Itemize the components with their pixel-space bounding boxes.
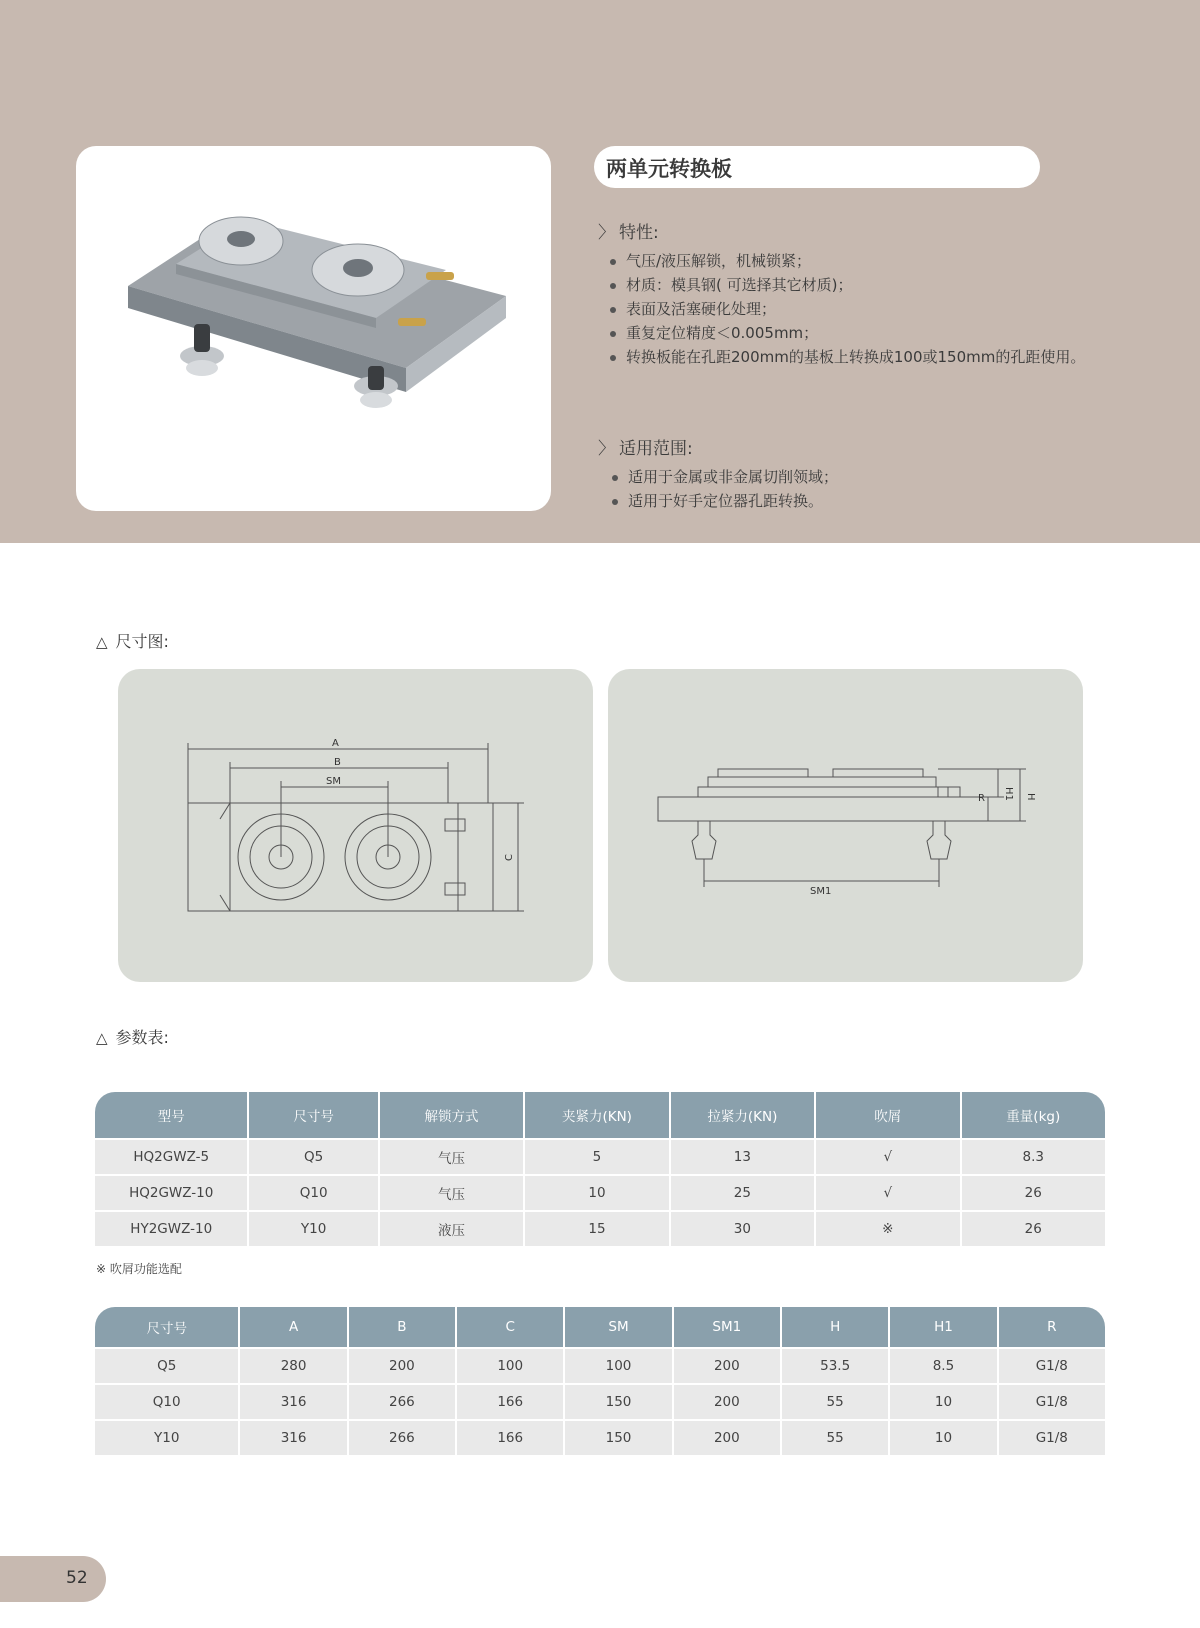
table-cell: ※ (816, 1210, 959, 1246)
table-cell: 266 (349, 1383, 455, 1419)
product-title-pill (594, 146, 1040, 188)
table-cell: 55 (782, 1383, 888, 1419)
table-cell: 100 (565, 1347, 671, 1383)
table-header-cell: H1 (890, 1307, 996, 1347)
table-row (95, 1383, 1105, 1419)
side-view-drawing (608, 669, 1083, 982)
table-header-cell: 解锁方式 (380, 1092, 523, 1138)
table-cell: 266 (349, 1419, 455, 1455)
table-header-cell: H (782, 1307, 888, 1347)
feature-item: 重复定位精度＜0.005mm； (606, 321, 1085, 345)
scope-heading-text: 适用范围: (619, 439, 693, 459)
triangle-outline-icon: △ (96, 633, 108, 651)
page-number: 52 (66, 1568, 88, 1588)
table-cell: 30 (671, 1210, 814, 1246)
table-cell: 液压 (380, 1210, 523, 1246)
table-header-cell: 尺寸号 (95, 1307, 238, 1347)
table-cell: √ (816, 1138, 959, 1174)
table-cell: Q10 (95, 1383, 238, 1419)
table-cell: 8.3 (962, 1138, 1105, 1174)
table-cell: 26 (962, 1210, 1105, 1246)
scope-heading (598, 434, 693, 459)
table-cell: 26 (962, 1174, 1105, 1210)
feature-item: 表面及活塞硬化处理； (606, 297, 1085, 321)
dim-label-c: C (504, 854, 515, 861)
table-cell: 气压 (380, 1138, 523, 1174)
table-header-cell: A (240, 1307, 346, 1347)
table-cell: G1/8 (999, 1347, 1105, 1383)
param-heading-text: 参数表: (115, 1028, 169, 1047)
table-cell: 166 (457, 1383, 563, 1419)
dimension-heading-text: 尺寸图: (115, 632, 169, 651)
table-header-cell: 夹紧力(KN) (525, 1092, 668, 1138)
table-cell: G1/8 (999, 1383, 1105, 1419)
table-cell: 316 (240, 1383, 346, 1419)
table-header-cell: 重量(kg) (962, 1092, 1105, 1138)
chevron-right-icon: 〉 (598, 223, 615, 243)
table-header-row (95, 1092, 1105, 1138)
table-cell: 10 (890, 1383, 996, 1419)
table-header-cell: 尺寸号 (249, 1092, 377, 1138)
dim-label-b: B (334, 757, 341, 768)
table-cell: 200 (674, 1419, 780, 1455)
table-row (95, 1174, 1105, 1210)
table-cell: 100 (457, 1347, 563, 1383)
table-cell: HQ2GWZ-10 (95, 1174, 247, 1210)
feature-item: 材质：模具钢( 可选择其它材质)； (606, 273, 1085, 297)
features-list (606, 249, 1085, 369)
scope-item: 适用于好手定位器孔距转换。 (608, 489, 838, 513)
table-cell: 13 (671, 1138, 814, 1174)
table-cell: 150 (565, 1383, 671, 1419)
table-header-cell: 拉紧力(KN) (671, 1092, 814, 1138)
page-number-pill (0, 1556, 106, 1602)
features-heading-text: 特性: (619, 223, 659, 243)
table-cell: Q5 (249, 1138, 377, 1174)
product-title: 两单元转换板 (606, 157, 732, 181)
table-header-cell: SM (565, 1307, 671, 1347)
table-row (95, 1347, 1105, 1383)
dim-label-sm1: SM1 (810, 886, 832, 897)
table-cell: 53.5 (782, 1347, 888, 1383)
table-header-cell: C (457, 1307, 563, 1347)
table-cell: 15 (525, 1210, 668, 1246)
table-header-cell: 吹屑 (816, 1092, 959, 1138)
top-view-drawing (118, 669, 593, 982)
table-header-cell: B (349, 1307, 455, 1347)
table-cell: 10 (890, 1419, 996, 1455)
spec-table (93, 1092, 1107, 1246)
table-header-cell: SM1 (674, 1307, 780, 1347)
table-cell: √ (816, 1174, 959, 1210)
table-cell: Y10 (249, 1210, 377, 1246)
triangle-outline-icon: △ (96, 1029, 108, 1047)
table-cell: 25 (671, 1174, 814, 1210)
table-cell: 55 (782, 1419, 888, 1455)
table-cell: 200 (674, 1383, 780, 1419)
scope-item: 适用于金属或非金属切削领域； (608, 465, 838, 489)
table-cell: 8.5 (890, 1347, 996, 1383)
dimension-table (93, 1307, 1107, 1455)
dim-label-sm: SM (326, 776, 341, 787)
dimension-heading (96, 629, 169, 652)
table-row (95, 1210, 1105, 1246)
table-cell: Y10 (95, 1419, 238, 1455)
table-cell: 200 (674, 1347, 780, 1383)
chevron-right-icon: 〉 (598, 439, 615, 459)
table-cell: 气压 (380, 1174, 523, 1210)
dim-label-h1: H1 (1003, 787, 1014, 801)
feature-item: 转换板能在孔距200mm的基板上转换成100或150mm的孔距使用。 (606, 345, 1085, 369)
table-cell: 150 (565, 1419, 671, 1455)
dim-label-r: R (978, 793, 985, 804)
table-cell: Q10 (249, 1174, 377, 1210)
table-cell: 166 (457, 1419, 563, 1455)
table-row (95, 1138, 1105, 1174)
dim-label-a: A (332, 738, 339, 749)
table-cell: 10 (525, 1174, 668, 1210)
footnote: ※ 吹屑功能选配 (96, 1262, 182, 1276)
table-row (95, 1419, 1105, 1455)
table-cell: 200 (349, 1347, 455, 1383)
table-cell: 280 (240, 1347, 346, 1383)
param-heading (96, 1025, 169, 1048)
side-view-drawing-card (608, 669, 1083, 982)
table-cell: 316 (240, 1419, 346, 1455)
table-cell: HQ2GWZ-5 (95, 1138, 247, 1174)
product-illustration (76, 146, 551, 511)
table-header-cell: 型号 (95, 1092, 247, 1138)
product-photo-card (76, 146, 551, 511)
scope-list (608, 465, 838, 513)
features-heading (598, 218, 659, 243)
table-cell: 5 (525, 1138, 668, 1174)
table-cell: G1/8 (999, 1419, 1105, 1455)
top-view-drawing-card (118, 669, 593, 982)
table-header-cell: R (999, 1307, 1105, 1347)
table-cell: HY2GWZ-10 (95, 1210, 247, 1246)
table-cell: Q5 (95, 1347, 238, 1383)
table-header-row (95, 1307, 1105, 1347)
dim-label-h: H (1025, 793, 1036, 801)
feature-item: 气压/液压解锁，机械锁紧； (606, 249, 1085, 273)
